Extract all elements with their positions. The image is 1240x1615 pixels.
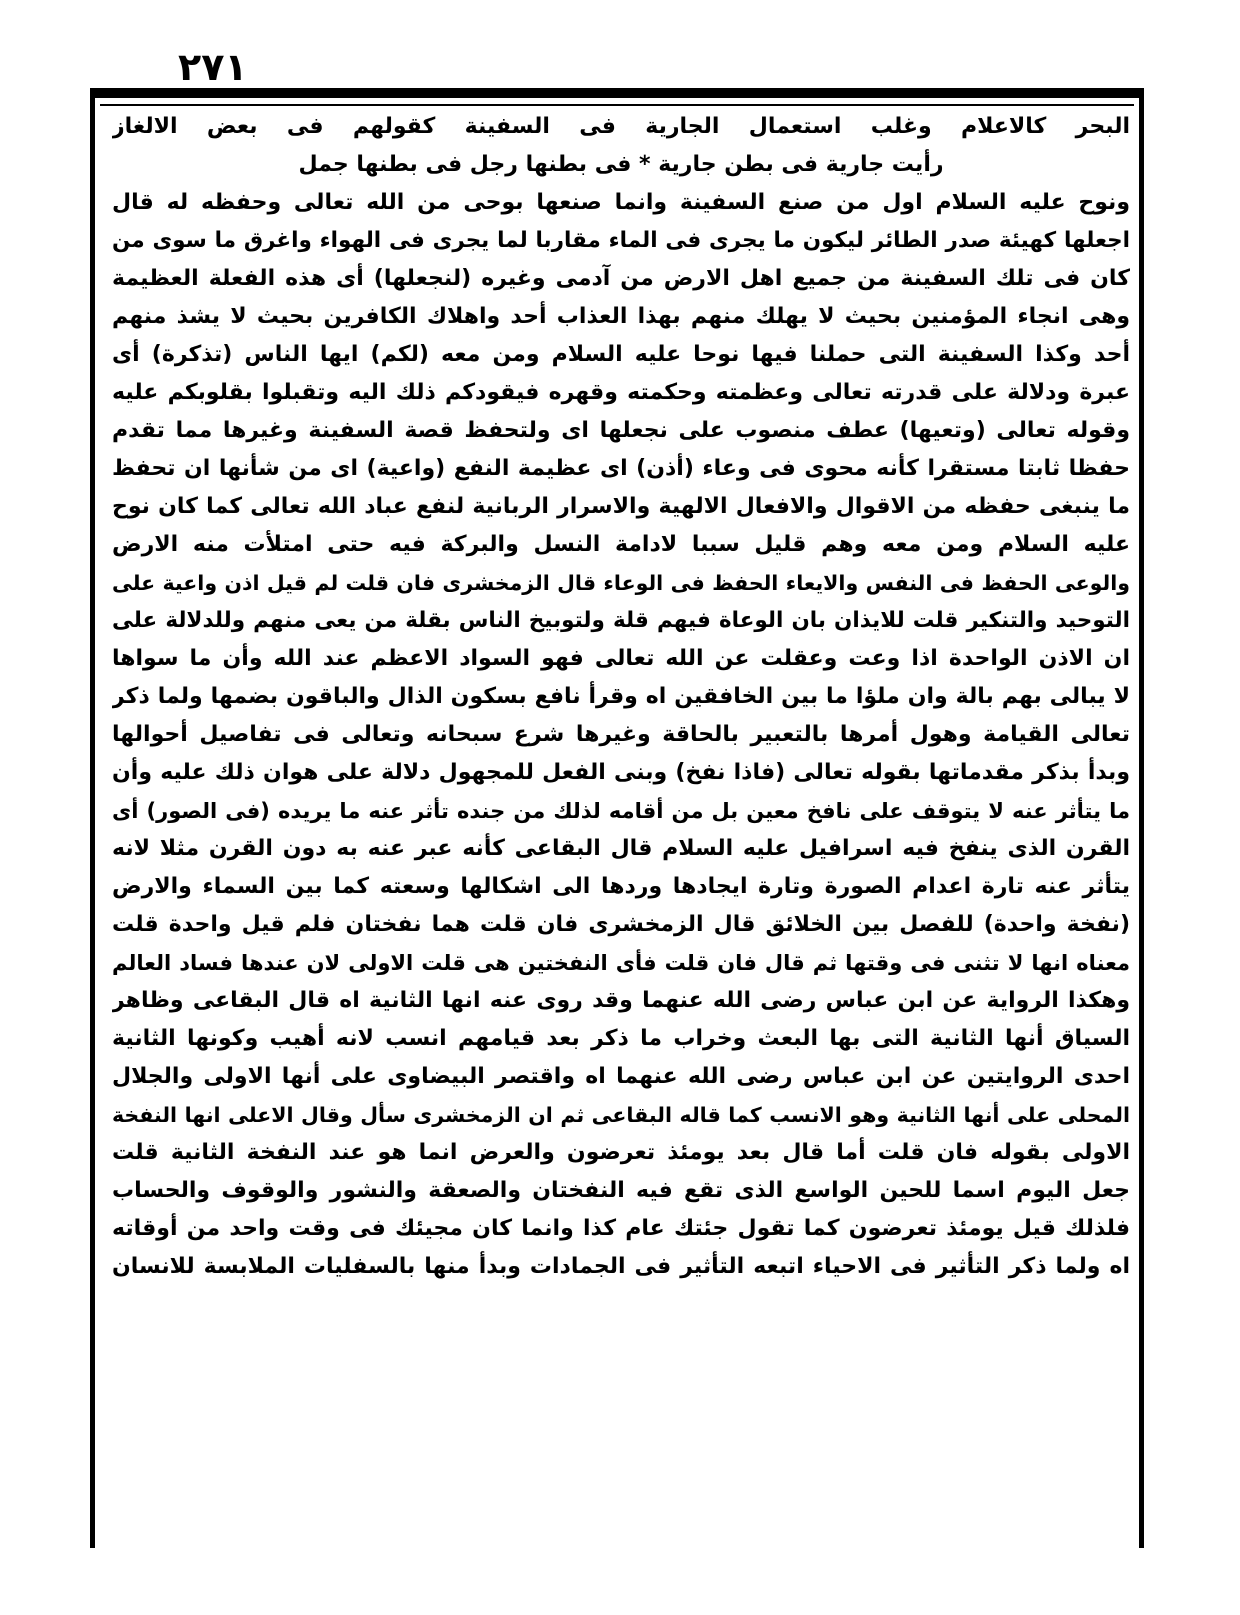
text-line: كان فى تلك السفينة من جميع اهل الارض من آدمى وغيره (لنجعلها) أى هذه الفعلة العظيمة <box>112 266 1130 291</box>
text-line: فلذلك قيل يومئذ تعرضون كما تقول جئتك عام كذا وانما كان مجيئك فى وقت واحد من أوقاته <box>112 1216 1130 1241</box>
text-line: القرن الذى ينفخ فيه اسرافيل عليه السلام قال البقاعى كأنه عبر عنه به دون القرن مثلا لانه <box>112 836 1130 861</box>
text-line: التوحيد والتنكير قلت للايذان بان الوعاة فيهم قلة ولتوبيخ الناس بقلة من يعى منهم وللدلالة على <box>112 608 1130 633</box>
text-line: المحلى على أنها الثانية وهو الانسب كما قاله البقاعى ثم ان الزمخشرى سأل وقال الاعلى انها النفخة <box>112 1103 1130 1127</box>
text-line: حفظا ثابتا مستقرا كأنه محوى فى وعاء (أذن) اى عظيمة النفع (واعية) اى من شأنها ان تحفظ <box>112 456 1130 481</box>
text-line: وهكذا الرواية عن ابن عباس رضى الله عنهما وقد روى عنه انها الثانية اه قال البقاعى وظاهر <box>112 988 1130 1013</box>
text-line: ما ينبغى حفظه من الاقوال والافعال الالهية والاسرار الربانية لنفع عباد الله تعالى كما كان نوح <box>112 494 1130 519</box>
text-line: لا يبالى بهم بالة وان ملؤا ما بين الخافقين اه وقرأ نافع بسكون الذال والباقون بضمها ولما ذكر <box>112 684 1130 709</box>
page-number: ٢٧١ <box>178 45 248 89</box>
text-line: الاولى بقوله فان قلت أما قال بعد يومئذ تعرضون والعرض انما هو عند النفخة الثانية قلت <box>112 1140 1130 1165</box>
frame-inner-rule <box>100 104 1134 106</box>
text-line: عليه السلام ومن معه وهم قليل سببا لادامة النسل والبركة فيه حتى امتلأت منه الارض <box>112 532 1130 557</box>
verse-line: رأيت جارية فى بطن جارية * فى بطنها رجل فى بطنها جمل <box>298 152 944 177</box>
text-line: وقوله تعالى (وتعيها) عطف منصوب على نجعلها اى ولتحفظ قصة السفينة وغيرها مما تقدم <box>112 418 1130 443</box>
text-line: اه ولما ذكر التأثير فى الاحياء اتبعه التأثير فى الجمادات وبدأ منها بالسفليات الملابسة للانسان <box>112 1254 1130 1279</box>
text-line: ما يتأثر عنه لا يتوقف على نافخ معين بل من أقامه لذلك من جنده تأثر عنه ما يريده (فى الصور) أى <box>112 799 1130 823</box>
text-line: معناه انها لا تثنى فى وقتها ثم قال فان قلت فأى النفختين هى قلت الاولى لان عندها فساد العالم <box>112 951 1130 975</box>
body-text <box>112 108 1130 1538</box>
text-line: والوعى الحفظ فى النفس والايعاء الحفظ فى الوعاء قال الزمخشرى فان قلت لم قيل اذن واعية على <box>112 571 1130 595</box>
text-line: ان الاذن الواحدة اذا وعت وعقلت عن الله تعالى فهو السواد الاعظم عند الله وأن ما سواها <box>112 646 1130 671</box>
text-line: احدى الروايتين عن ابن عباس رضى الله عنهما اه واقتصر البيضاوى على أنها الاولى والجلال <box>112 1064 1130 1089</box>
text-line: البحر كالاعلام وغلب استعمال الجارية فى السفينة كقولهم فى بعض الالغاز <box>112 114 1130 139</box>
text-line: عبرة ودلالة على قدرته تعالى وعظمته وحكمته وقهره فيقودكم ذلك اليه وتقبلوا بقلوبكم عليه <box>112 380 1130 405</box>
text-line: اجعلها كهيئة صدر الطائر ليكون ما يجرى فى الماء مقاربا لما يجرى فى الهواء واغرق ما سوى من <box>112 228 1130 253</box>
text-line: ونوح عليه السلام اول من صنع السفينة وانما صنعها بوحى من الله تعالى وحفظه له قال <box>112 190 1130 215</box>
text-line: أحد وكذا السفينة التى حملنا فيها نوحا عليه السلام ومن معه (لكم) ايها الناس (تذكرة) أى <box>112 342 1130 367</box>
text-line: وهى انجاء المؤمنين بحيث لا يهلك منهم بهذا العذاب أحد واهلاك الكافرين بحيث لا يشذ منهم <box>112 304 1130 329</box>
text-line: (نفخة واحدة) للفصل بين الخلائق قال الزمخشرى فان قلت هما نفختان فلم قيل واحدة قلت <box>112 912 1130 937</box>
text-line: السياق أنها الثانية التى بها البعث وخراب ما ذكر بعد قيامهم انسب لانه أهيب وكونها الثانية <box>112 1026 1130 1051</box>
text-line: جعل اليوم اسما للحين الواسع الذى تقع فيه النفختان والصعقة والنشور والوقوف والحساب <box>112 1178 1130 1203</box>
text-line: يتأثر عنه تارة اعدام الصورة وتارة ايجادها وردها الى اشكالها وسعته كما بين السماء والارض <box>112 874 1130 899</box>
text-line: وبدأ بذكر مقدماتها بقوله تعالى (فاذا نفخ) وبنى الفعل للمجهول دلالة على هوان ذلك عليه وأن <box>112 760 1130 785</box>
text-line: تعالى القيامة وهول أمرها بالتعبير بالحاقة وغيرها شرع سبحانه وتعالى فى تفاصيل أحوالها <box>112 722 1130 747</box>
